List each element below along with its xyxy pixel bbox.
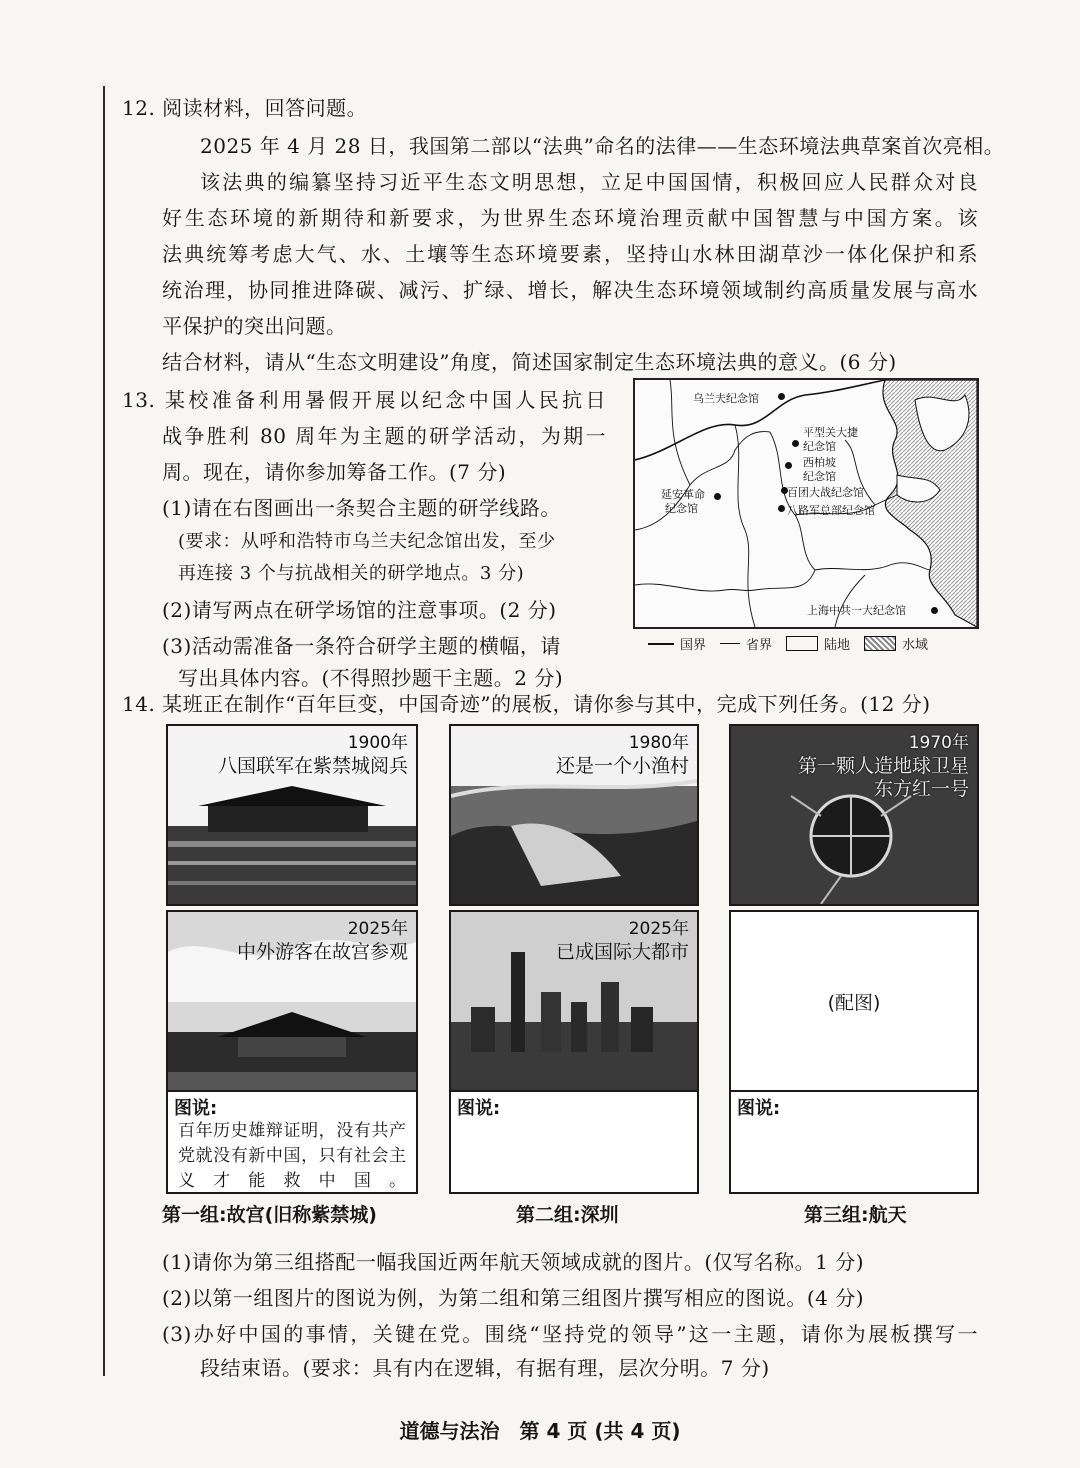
- photo-year: 2025年: [628, 919, 689, 939]
- placeholder-label: (配图): [827, 992, 881, 1014]
- map-label-yanan2: 纪念馆: [665, 502, 698, 515]
- map-label-baituan: 百团大战纪念馆: [787, 486, 864, 499]
- caption-box-group2[interactable]: [449, 1090, 699, 1194]
- q12-para1: 2025 年 4 月 28 日，我国第二部以“法典”命名的法律——生态环境法典草案首次亮相。: [200, 134, 1005, 158]
- photo-caption: 东方红一号: [873, 778, 969, 800]
- photo-placeholder-space[interactable]: [729, 910, 979, 1094]
- photo-caption: 第一颗人造地球卫星: [797, 755, 969, 777]
- map-label-shanghai: 上海中共一大纪念馆: [807, 604, 906, 617]
- caption-text: 百年历史雄辩证明，没有共产党就没有新中国，只有社会主义才能救中国。: [178, 1121, 406, 1191]
- q12-para2-line: 统治理，协同推进降碳、减污、扩绿、增长，解决生态环境领域制约高质量发展与高水: [162, 278, 978, 302]
- map-point-yanan[interactable]: [714, 493, 721, 500]
- map-point-wulanfu[interactable]: [778, 393, 785, 400]
- photo-caption: 八国联军在紫禁城阅兵: [217, 755, 408, 777]
- national-border-symbol: [648, 643, 674, 645]
- q14-sub2: (2)以第一组图片的图说为例，为第二组和第三组图片撰写相应的图说。(4 分): [162, 1286, 865, 1310]
- photo-shenzhen-1980: [449, 724, 699, 906]
- margin-rule: [103, 86, 105, 1376]
- q12-para2-line: 法典统筹考虑大气、水、土壤等生态环境要素，坚持山水林田湖草沙一体化保护和系: [162, 242, 978, 266]
- legend-water: 水域: [902, 638, 929, 653]
- photo-year: 1980年: [628, 733, 689, 753]
- photo-caption: 中外游客在故宫参观: [236, 941, 408, 963]
- map-label-pingxingguan: 平型关大捷: [803, 426, 858, 439]
- map-label-wulanfu: 乌兰夫纪念馆: [693, 392, 759, 405]
- caption-label: 图说:: [457, 1098, 501, 1119]
- map-point-pingxingguan[interactable]: [792, 440, 799, 447]
- q12-para2-line: 好生态环境的新期待和新要求，为世界生态环境治理贡献中国智慧与中国方案。该: [162, 206, 978, 230]
- map-label-xibaipo: 西柏坡: [803, 456, 836, 469]
- legend-national: 国界: [680, 638, 707, 653]
- caption-label: 图说:: [174, 1098, 218, 1119]
- q12-title: 12. 阅读材料，回答问题。: [122, 96, 368, 120]
- legend-provincial: 省界: [746, 638, 773, 653]
- water-symbol: [864, 636, 896, 651]
- photo-caption: 还是一个小渔村: [555, 755, 689, 777]
- q13-sub3: (3)活动需准备一条符合研学主题的横幅，请: [162, 634, 561, 658]
- photo-shenzhen-2025: [449, 910, 699, 1094]
- group-label-2: 第二组:深圳: [516, 1204, 619, 1226]
- study-route-map[interactable]: [633, 378, 979, 629]
- group-label-3: 第三组:航天: [804, 1204, 907, 1226]
- provincial-border-symbol: [720, 643, 740, 644]
- q13-sub1: (1)请在右图画出一条契合主题的研学线路。: [162, 496, 561, 520]
- legend-land: 陆地: [824, 638, 851, 653]
- q13-sub1-note: (要求：从呼和浩特市乌兰夫纪念馆出发，至少: [178, 531, 556, 552]
- group-label-1: 第一组:故宫(旧称紫禁城): [162, 1204, 377, 1226]
- photo-year: 1970年: [908, 733, 969, 753]
- page-footer: 道德与法治 第 4 页 (共 4 页): [399, 1419, 681, 1443]
- photo-satellite-1970: [729, 724, 979, 906]
- caption-label: 图说:: [737, 1098, 781, 1119]
- caption-box-group3[interactable]: [729, 1090, 979, 1194]
- map-legend: [648, 634, 928, 653]
- map-point-shanghai[interactable]: [931, 607, 938, 614]
- map-label-yanan: 延安革命: [661, 488, 705, 501]
- q14-title: 14. 某班正在制作“百年巨变，中国奇迹”的展板，请你参与其中，完成下列任务。(12 分): [122, 692, 931, 716]
- caption-box-group1: [166, 1090, 418, 1194]
- map-label-baluojun: 八路军总部纪念馆: [787, 504, 875, 517]
- q13-line: 战争胜利 80 周年为主题的研学活动，为期一: [162, 424, 606, 448]
- map-label-pingxingguan2: 纪念馆: [803, 440, 836, 453]
- q14-sub1: (1)请你为第三组搭配一幅我国近两年航天领域成就的图片。(仅写名称。1 分): [162, 1250, 865, 1274]
- q14-sub3: (3)办好中国的事情，关键在党。围绕“坚持党的领导”这一主题，请你为展板撰写一: [162, 1322, 978, 1346]
- map-point-baluojun[interactable]: [778, 505, 785, 512]
- q12-para2-line: 该法典的编纂坚持习近平生态文明思想，立足中国国情，积极回应人民群众对良: [200, 170, 978, 194]
- land-symbol: [786, 636, 818, 651]
- q12-question: 结合材料，请从“生态文明建设”角度，简述国家制定生态环境法典的意义。(6 分): [162, 350, 897, 374]
- photo-year: 1900年: [347, 733, 408, 753]
- q13-line: 13. 某校准备利用暑假开展以纪念中国人民抗日: [122, 388, 606, 412]
- photo-forbidden-city-1900: [166, 724, 418, 906]
- photo-caption: 已成国际大都市: [555, 941, 689, 963]
- q14-sub3: 段结束语。(要求：具有内在逻辑，有据有理，层次分明。7 分): [200, 1356, 770, 1380]
- q13-sub1-note: 再连接 3 个与抗战相关的研学地点。3 分): [178, 563, 525, 584]
- q12-para2-line: 平保护的突出问题。: [162, 314, 347, 338]
- photo-forbidden-city-2025: [166, 910, 418, 1094]
- photo-year: 2025年: [347, 919, 408, 939]
- q13-sub3: 写出具体内容。(不得照抄题干主题。2 分): [178, 666, 564, 690]
- q13-line: 周。现在，请你参加筹备工作。(7 分): [162, 460, 507, 484]
- q13-sub2: (2)请写两点在研学场馆的注意事项。(2 分): [162, 598, 557, 622]
- map-label-xibaipo2: 纪念馆: [803, 470, 836, 483]
- map-point-xibaipo[interactable]: [785, 462, 792, 469]
